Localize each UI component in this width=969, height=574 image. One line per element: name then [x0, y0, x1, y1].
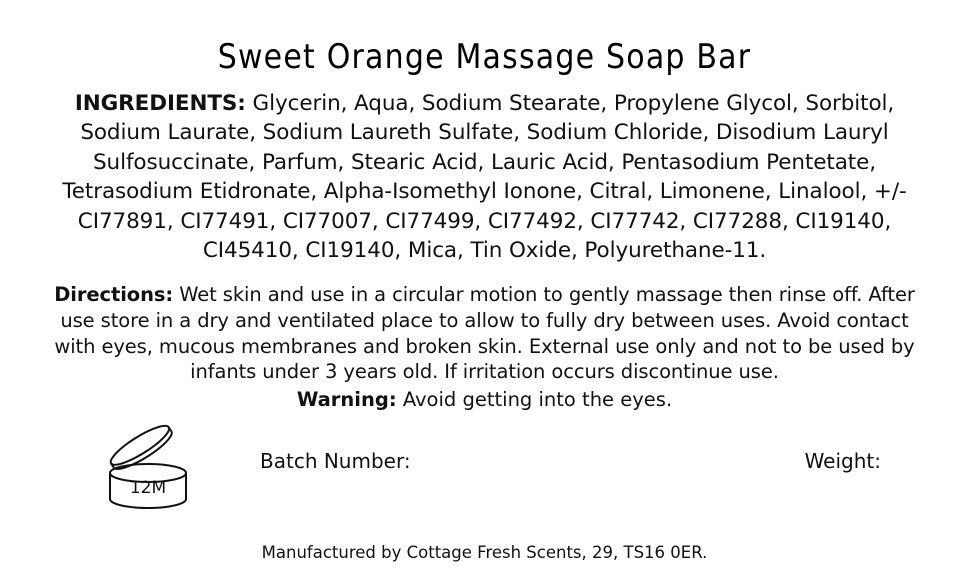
- period-after-opening-icon: [86, 423, 216, 513]
- ingredients-paragraph: [45, 89, 925, 266]
- fill-in-fields: [226, 449, 909, 473]
- warning-paragraph: [30, 387, 939, 412]
- directions-text: Wet skin and use in a circular motion to gently massage then rinse off. After use store in a dry and ventilated place to allow to fully dry between uses. Avoid contact with eyes, mucous membranes and broken skin. External use only and not to be used by infants under 3 years old. If irritation occurs discontinue use.: [54, 282, 915, 384]
- warning-text: Avoid getting into the eyes.: [396, 388, 673, 412]
- label-footer-row: [30, 425, 939, 511]
- weight-label: Weight:: [804, 448, 881, 473]
- page-title: Sweet Orange Massage Soap Bar: [217, 37, 752, 78]
- batch-number-label: Batch Number:: [260, 448, 411, 473]
- ingredients-heading: INGREDIENTS:: [74, 91, 246, 116]
- directions-heading: Directions:: [54, 282, 174, 306]
- pao-period-text: 12M: [129, 477, 167, 498]
- manufacturer-line: Manufactured by Cottage Fresh Scents, 29, TS16 0ER.: [261, 543, 708, 562]
- directions-paragraph: [45, 282, 925, 386]
- warning-heading: Warning:: [296, 388, 397, 412]
- ingredients-text: Glycerin, Aqua, Sodium Stearate, Propylene Glycol, Sorbitol, Sodium Laurate, Sodium Laureth Sulfate, Sodium Chloride, Disodium Lauryl Sulfosuccinate, Parfum, Stearic Acid, Lauric Acid, Pentasodium Pentetate, Tetrasodium Etidronate, Alpha-Isomethyl Ionone, Citral, Limonene, Linalool, +/- CI77891, CI77491, CI77007, CI77499, CI77492, CI77742, CI77288, CI19140, CI45410, CI19140, Mica, Tin Oxide, Polyurethane-11.: [62, 91, 907, 264]
